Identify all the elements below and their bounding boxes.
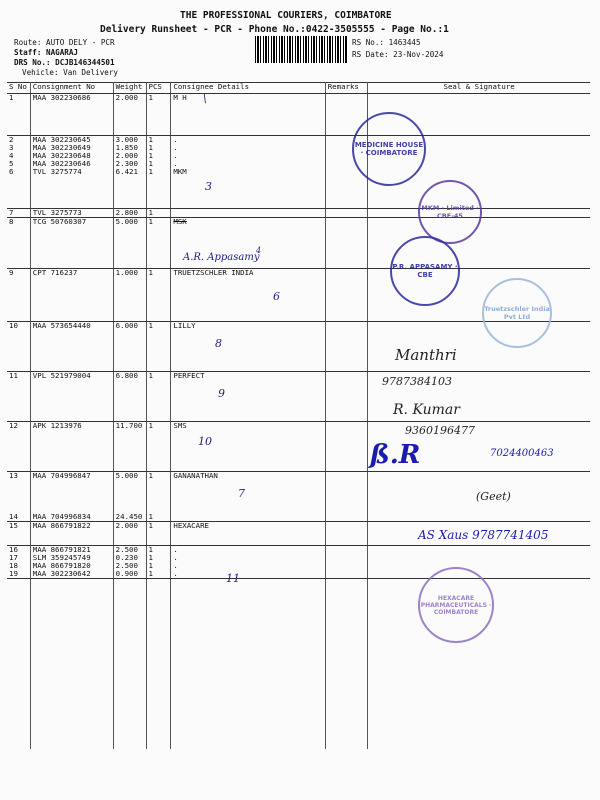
cell-pcs: 1 [146,371,171,421]
cell-weight: 6.000 [113,321,146,371]
cell-consignment: MAA 573654440 [30,321,113,371]
table-row [7,513,590,522]
cell-consignment: VPL 521979004 [30,371,113,421]
cell-consignee: GANANATHAN [171,471,325,513]
cell-weight: 2.000 [113,94,146,136]
cell-consignment: TCG 50760307 [30,217,113,268]
table-row [7,554,590,562]
cell-consignment: MAA 866791820 [30,562,113,570]
cell-remarks [325,217,367,268]
cell-pcs: 1 [146,522,171,546]
cell-consignment: MAA 704996847 [30,471,113,513]
table-row [7,152,590,160]
cell-pcs: 1 [146,94,171,136]
hw-r12: 10 [198,435,212,448]
cell-consignment: MAA 302230686 [30,94,113,136]
cell-consignment: MAA 302230642 [30,570,113,579]
cell-consignee: . [171,144,325,152]
cell-pcs: 1 [146,144,171,152]
cell-seal [368,562,590,570]
cell-remarks [325,554,367,562]
cell-pcs: 1 [146,562,171,570]
cell-sno: 2 [7,136,30,145]
cell-weight: 24.450 [113,513,146,522]
cell-consignment: MAA 302230648 [30,152,113,160]
cell-sno: 18 [7,562,30,570]
cell-sno: 16 [7,546,30,555]
hw-r8: A.R. Appasamy [183,252,260,263]
empty-cell [113,579,146,749]
cell-pcs: 1 [146,217,171,268]
cell-consignee [171,208,325,217]
cell-consignment: SLM 359245749 [30,554,113,562]
hw-r11: 9 [218,387,225,400]
table-row [7,570,590,579]
phone-r11: 9360196477 [405,424,475,437]
empty-cell [171,579,325,749]
table-row [7,136,590,145]
staff: Staff: NAGARAJ [14,48,79,57]
cell-consignment: MAA 302230646 [30,160,113,168]
cell-sno: 17 [7,554,30,562]
cell-sno: 9 [7,268,30,321]
note-r12: (Geet) [476,490,511,503]
table-row [7,371,590,421]
cell-consignee: . [171,136,325,145]
cell-consignment: TVL 3275774 [30,168,113,208]
vehicle: Vehicle: Van Delivery [22,68,119,77]
phone-r10: 9787384103 [382,375,452,388]
cell-weight: 2.000 [113,152,146,160]
cell-consignee: MSK [171,217,325,268]
signature-r14: AS Xaus 9787741405 [418,528,549,542]
cell-sno: 6 [7,168,30,208]
table-row [7,160,590,168]
cell-consignment: APK 1213976 [30,421,113,471]
cell-remarks [325,421,367,471]
runsheet-table [7,82,590,749]
cell-pcs: 1 [146,554,171,562]
cell-weight: 2.500 [113,562,146,570]
table-row [7,421,590,471]
empty-space [7,579,590,749]
table-row [7,562,590,570]
col-weight: Weight [113,83,146,94]
medicine-house-stamp: MEDICINE HOUSE · COIMBATORE [352,112,426,186]
hw-r6: 3 [205,180,212,193]
col-remarks: Remarks [325,83,367,94]
table-row [7,217,590,268]
runsheet-title: Delivery Runsheet - PCR - Phone No.:0422-3505555 - Page No.:1 [100,24,449,35]
cell-sno: 19 [7,570,30,579]
cell-sno: 11 [7,371,30,421]
hw-r9: 6 [273,290,280,303]
cell-sno: 8 [7,217,30,268]
cell-sno: 4 [7,152,30,160]
cell-seal [368,513,590,522]
hw-r10: 8 [215,337,222,350]
cell-weight: 5.000 [113,217,146,268]
cell-consignment: MAA 302230649 [30,144,113,152]
cell-weight: 0.230 [113,554,146,562]
col-seal: Seal & Signature [368,83,590,94]
cell-consignee: SMS [171,421,325,471]
cell-consignee: LILLY [171,321,325,371]
empty-cell [7,579,30,749]
cell-consignment: CPT 716237 [30,268,113,321]
cell-pcs: 1 [146,513,171,522]
cell-remarks [325,371,367,421]
cell-pcs: 1 [146,168,171,208]
cell-sno: 3 [7,144,30,152]
cell-weight: 2.800 [113,208,146,217]
cell-weight: 6.800 [113,371,146,421]
cell-consignment: MAA 302230645 [30,136,113,145]
cell-remarks [325,562,367,570]
cell-sno: 10 [7,321,30,371]
empty-cell [146,579,171,749]
table-row [7,144,590,152]
cell-sno: 1 [7,94,30,136]
cell-consignee: . [171,562,325,570]
cell-consignment: MAA 704996834 [30,513,113,522]
col-consignment: Consignment No [30,83,113,94]
rs-date: RS Date: 23-Nov-2024 [352,50,444,59]
col-pcs: PCS [146,83,171,94]
mkm-stamp: MKM · Limited · CBE-45 [418,180,482,244]
table-row [7,94,590,136]
cell-remarks [325,570,367,579]
cell-consignee: HEXACARE [171,522,325,546]
cell-sno: 12 [7,421,30,471]
cell-sno: 13 [7,471,30,513]
cell-pcs: 1 [146,570,171,579]
table-header-row [7,83,590,94]
cell-consignment: MAA 866791821 [30,546,113,555]
cell-consignee: TRUETZSCHLER INDIA [171,268,325,321]
cell-weight: 1.000 [113,268,146,321]
cell-sno: 5 [7,160,30,168]
signature-r12: ß.R [370,440,421,470]
cell-remarks [325,268,367,321]
barcode-icon [255,36,348,63]
empty-cell [30,579,113,749]
cell-pcs: 1 [146,136,171,145]
cell-consignee: . [171,160,325,168]
cell-weight: 2.300 [113,160,146,168]
cell-pcs: 1 [146,268,171,321]
cell-consignment: TVL 3275773 [30,208,113,217]
cell-weight: 2.500 [113,546,146,555]
cell-consignee: MKM [171,168,325,208]
cell-remarks [325,208,367,217]
drs-number: DRS No.: DCJB146344501 [14,58,115,67]
cell-consignee: PERFECT [171,371,325,421]
cell-weight: 11.700 [113,421,146,471]
cell-pcs: 1 [146,546,171,555]
cell-weight: 5.000 [113,471,146,513]
hw-r1: \ [203,92,207,105]
cell-consignee: M H [171,94,325,136]
rs-number: RS No.: 1463445 [352,38,421,47]
cell-remarks [325,513,367,522]
cell-consignee: . [171,554,325,562]
cell-pcs: 1 [146,321,171,371]
cell-remarks [325,471,367,513]
cell-remarks [325,522,367,546]
hw-r8n: 4 [256,246,262,255]
cell-seal [368,546,590,555]
cell-weight: 2.000 [113,522,146,546]
route: Route: AUTO DELY - PCR [14,38,115,47]
cell-consignee: . [171,546,325,555]
table-row [7,208,590,217]
cell-weight: 3.000 [113,136,146,145]
cell-consignment: MAA 866791822 [30,522,113,546]
hw-r13: 7 [238,487,245,500]
cell-weight: 0.900 [113,570,146,579]
cell-pcs: 1 [146,208,171,217]
appasamy-stamp: P.R. APPASAMY · CBE [390,236,460,306]
company-title: THE PROFESSIONAL COURIERS, COIMBATORE [180,10,392,21]
phone-r12: 7024400463 [490,448,554,459]
cell-pcs: 1 [146,160,171,168]
hw-r15: 11 [226,572,240,585]
cell-consignee: . [171,570,325,579]
cell-pcs: 1 [146,152,171,160]
col-consignee: Consignee Details [171,83,325,94]
cell-remarks [325,546,367,555]
table-row [7,168,590,208]
empty-cell [325,579,367,749]
table-row [7,546,590,555]
cell-weight: 6.421 [113,168,146,208]
hexacare-stamp: HEXACARE PHARMACEUTICALS · COIMBATORE [418,567,494,643]
cell-remarks [325,321,367,371]
cell-sno: 15 [7,522,30,546]
cell-seal [368,554,590,562]
cell-pcs: 1 [146,471,171,513]
cell-sno: 14 [7,513,30,522]
cell-sno: 7 [7,208,30,217]
cell-weight: 1.850 [113,144,146,152]
truetzschler-stamp: Truetzschler India Pvt Ltd [482,278,552,348]
signature-r11: R. Kumar [393,402,460,418]
signature-r10: Manthri [395,346,457,364]
cell-pcs: 1 [146,421,171,471]
cell-consignee: . [171,152,325,160]
col-sno: S No [7,83,30,94]
